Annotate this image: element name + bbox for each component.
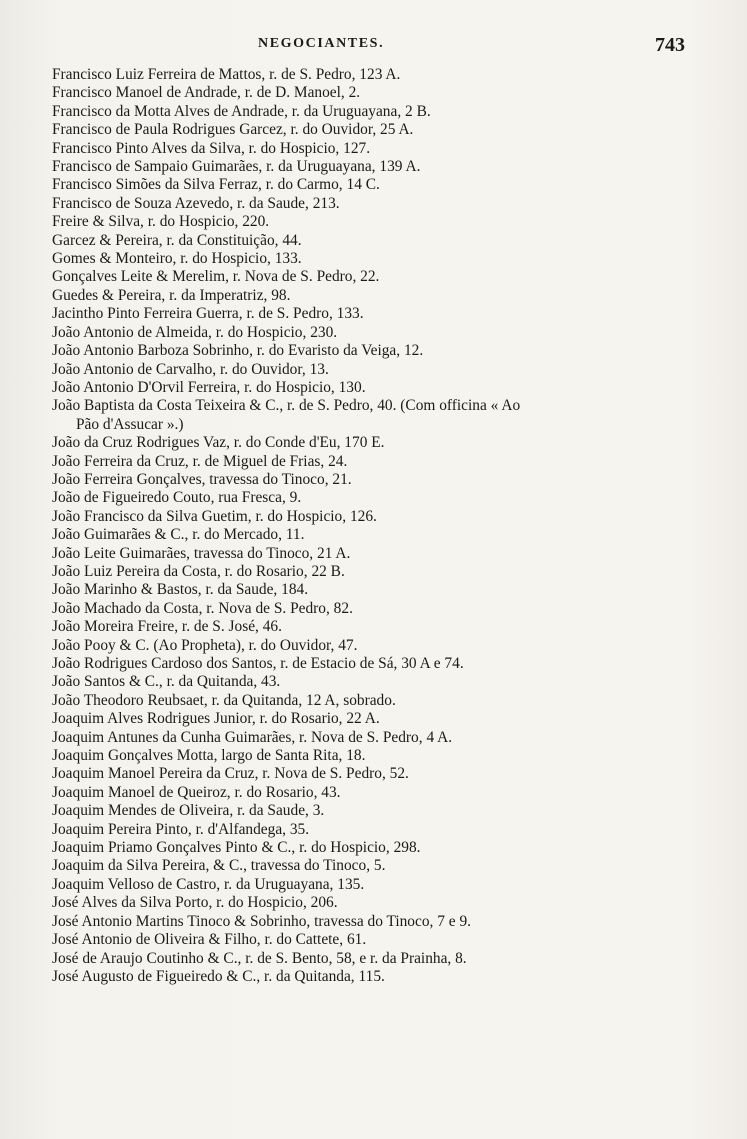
list-item: João Ferreira Gonçalves, travessa do Tinoco, 21. bbox=[52, 470, 352, 488]
list-item: Freire & Silva, r. do Hospicio, 220. bbox=[52, 213, 270, 231]
list-item: Francisco de Souza Azevedo, r. da Saude, 213. bbox=[52, 194, 340, 212]
list-item: Joaquim Manoel de Queiroz, r. do Rosario, 43. bbox=[52, 783, 341, 801]
list-item: Francisco Pinto Alves da Silva, r. do Hospicio, 127. bbox=[52, 139, 371, 157]
list-item: João Theodoro Reubsaet, r. da Quitanda, 12 A, sobrado. bbox=[52, 691, 396, 709]
list-item: João Antonio Barboza Sobrinho, r. do Evaristo da Veiga, 12. bbox=[52, 342, 424, 360]
list-item: Francisco de Sampaio Guimarães, r. da Uruguayana, 139 A. bbox=[52, 158, 421, 176]
list-item: João Guimarães & C., r. do Mercado, 11. bbox=[52, 526, 305, 544]
list-item: Francisco Manoel de Andrade, r. de D. Manoel, 2. bbox=[52, 84, 361, 102]
list-item: Joaquim Alves Rodrigues Junior, r. do Rosario, 22 A. bbox=[52, 710, 380, 728]
list-item: Francisco Simões da Silva Ferraz, r. do Carmo, 14 C. bbox=[52, 176, 380, 194]
page-header bbox=[0, 36, 747, 62]
list-item: João Ferreira da Cruz, r. de Miguel de Frias, 24. bbox=[52, 452, 348, 470]
list-item: Garcez & Pereira, r. da Constituição, 44. bbox=[52, 231, 302, 249]
list-item: João Baptista da Costa Teixeira & C., r. de S. Pedro, 40. (Com officina « Ao bbox=[52, 397, 521, 415]
running-head: NEGOCIANTES. bbox=[258, 36, 385, 51]
list-item: José Augusto de Figueiredo & C., r. da Quitanda, 115. bbox=[52, 967, 385, 985]
list-item: Guedes & Pereira, r. da Imperatriz, 98. bbox=[52, 286, 291, 304]
list-item: José Antonio Martins Tinoco & Sobrinho, travessa do Tinoco, 7 e 9. bbox=[52, 912, 471, 930]
list-item: João Antonio D'Orvil Ferreira, r. do Hospicio, 130. bbox=[52, 378, 366, 396]
list-item: Joaquim Antunes da Cunha Guimarães, r. Nova de S. Pedro, 4 A. bbox=[52, 728, 453, 746]
list-item: José de Araujo Coutinho & C., r. de S. Bento, 58, e r. da Prainha, 8. bbox=[52, 949, 467, 967]
list-item: Joaquim Pereira Pinto, r. d'Alfandega, 35. bbox=[52, 820, 310, 838]
continuation-text: Pão d'Assucar ».) bbox=[76, 415, 184, 433]
list-item: Joaquim Priamo Gonçalves Pinto & C., r. do Hospicio, 298. bbox=[52, 839, 421, 857]
list-item: Joaquim da Silva Pereira, & C., travessa do Tinoco, 5. bbox=[52, 857, 386, 875]
list-item: José Antonio de Oliveira & Filho, r. do Cattete, 61. bbox=[52, 931, 367, 949]
list-item: José Alves da Silva Porto, r. do Hospicio, 206. bbox=[52, 894, 338, 912]
list-item: João de Figueiredo Couto, rua Fresca, 9. bbox=[52, 489, 302, 507]
list-item: João Antonio de Carvalho, r. do Ouvidor, 13. bbox=[52, 360, 329, 378]
list-item: Francisco de Paula Rodrigues Garcez, r. do Ouvidor, 25 A. bbox=[52, 121, 414, 139]
list-item: Joaquim Mendes de Oliveira, r. da Saude, 3. bbox=[52, 802, 325, 820]
list-item: Joaquim Gonçalves Motta, largo de Santa Rita, 18. bbox=[52, 747, 366, 765]
list-item: João Leite Guimarães, travessa do Tinoco, 21 A. bbox=[52, 544, 351, 562]
list-item: João Rodrigues Cardoso dos Santos, r. de Estacio de Sá, 30 A e 74. bbox=[52, 655, 464, 672]
list-item: João da Cruz Rodrigues Vaz, r. do Conde d'Eu, 170 E. bbox=[52, 434, 385, 452]
list-item-continuation bbox=[52, 416, 692, 434]
list-item: João Moreira Freire, r. de S. José, 46. bbox=[52, 618, 282, 636]
merchant-list bbox=[52, 66, 692, 986]
list-item: Joaquim Velloso de Castro, r. da Uruguayana, 135. bbox=[52, 875, 365, 893]
list-item: João Luiz Pereira da Costa, r. do Rosario, 22 B. bbox=[52, 562, 345, 580]
list-item: João Machado da Costa, r. Nova de S. Pedro, 82. bbox=[52, 599, 353, 617]
list-item: Gonçalves Leite & Merelim, r. Nova de S. Pedro, 22. bbox=[52, 268, 380, 286]
list-item: João Francisco da Silva Guetim, r. do Hospicio, 126. bbox=[52, 507, 377, 525]
list-item: Jacintho Pinto Ferreira Guerra, r. de S. Pedro, 133. bbox=[52, 305, 364, 323]
list-item: João Marinho & Bastos, r. da Saude, 184. bbox=[52, 581, 309, 599]
list-item: João Santos & C., r. da Quitanda, 43. bbox=[52, 673, 281, 691]
page-number: 743 bbox=[655, 34, 685, 56]
list-item: Francisco da Motta Alves de Andrade, r. da Uruguayana, 2 B. bbox=[52, 102, 431, 120]
list-item: João Antonio de Almeida, r. do Hospicio, 230. bbox=[52, 323, 338, 341]
list-item: Francisco Luiz Ferreira de Mattos, r. de S. Pedro, 123 A. bbox=[52, 66, 401, 83]
list-item: João Pooy & C. (Ao Propheta), r. do Ouvidor, 47. bbox=[52, 636, 358, 654]
list-item: Gomes & Monteiro, r. do Hospicio, 133. bbox=[52, 250, 302, 268]
list-item: Joaquim Manoel Pereira da Cruz, r. Nova de S. Pedro, 52. bbox=[52, 765, 409, 783]
